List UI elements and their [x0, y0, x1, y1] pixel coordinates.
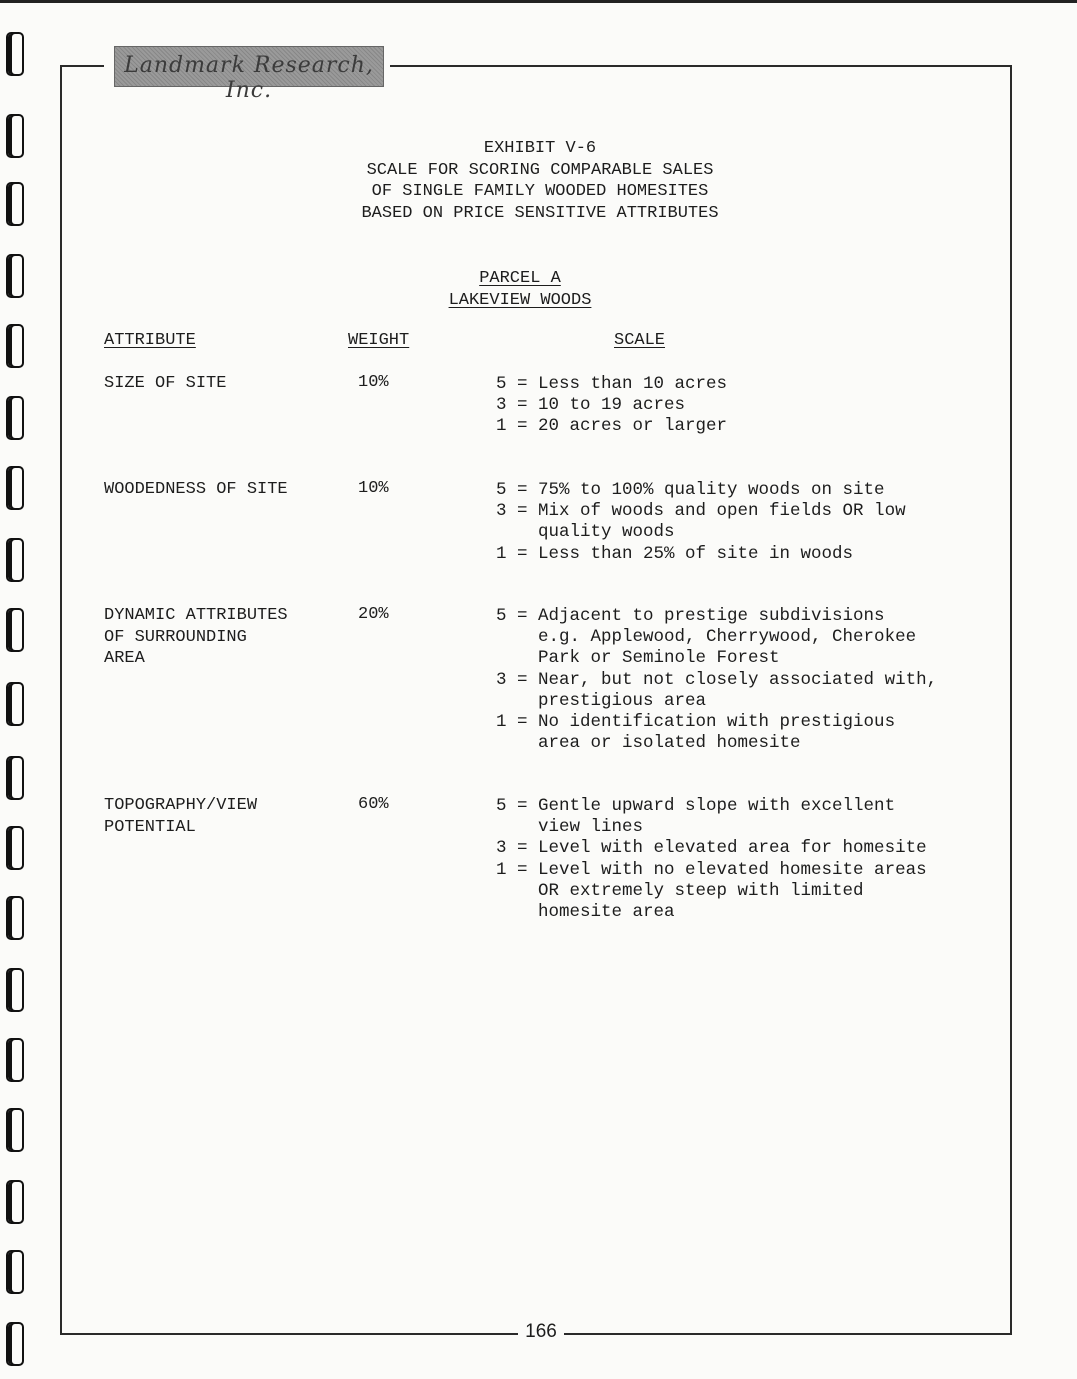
attribute-line: TOPOGRAPHY/VIEW: [104, 796, 258, 815]
company-logo: [114, 46, 384, 103]
binder-hole-icon: [6, 254, 24, 298]
scale-description: [496, 374, 966, 438]
binder-hole-icon: [6, 1108, 24, 1152]
attribute-line: SIZE OF SITE: [104, 374, 227, 393]
binder-hole-icon: [6, 826, 24, 870]
binder-hole-icon: [6, 682, 24, 726]
scale-line: 5 = 75% to 100% quality woods on site: [496, 480, 885, 500]
attribute-weight: 20%: [358, 605, 389, 624]
scale-line: e.g. Applewood, Cherrywood, Cherokee: [496, 627, 917, 648]
binder-hole-icon: [6, 1250, 24, 1294]
attribute-name: [104, 373, 334, 395]
scale-line: 3 = Mix of woods and open fields OR low: [496, 501, 906, 522]
attribute-line: DYNAMIC ATTRIBUTES: [104, 606, 288, 625]
scale-line: 3 = Level with elevated area for homesite: [496, 838, 927, 859]
scale-line: 5 = Less than 10 acres: [496, 374, 728, 394]
scale-line: OR extremely steep with limited: [496, 880, 864, 901]
scale-line: prestigious area: [496, 690, 707, 711]
scale-line: 1 = Less than 25% of site in woods: [496, 543, 854, 564]
binder-hole-icon: [6, 608, 24, 652]
binder-hole-icon: [6, 324, 24, 368]
exhibit-title-line: SCALE FOR SCORING COMPARABLE SALES: [366, 160, 714, 180]
scale-description: [496, 796, 966, 923]
attribute-line: WOODEDNESS OF SITE: [104, 480, 288, 499]
binder-hole-icon: [6, 396, 24, 440]
scale-line: 1 = Level with no elevated homesite areas: [496, 859, 927, 880]
binder-hole-icon: [6, 114, 24, 158]
scale-line: 3 = 10 to 19 acres: [496, 395, 686, 416]
binder-hole-icon: [6, 1322, 24, 1366]
binder-hole-icon: [6, 896, 24, 940]
exhibit-number: EXHIBIT V-6: [483, 139, 597, 158]
binder-hole-icon: [6, 968, 24, 1012]
scale-line: quality woods: [496, 522, 675, 543]
binder-hole-icon: [6, 32, 24, 76]
binder-hole-icon: [6, 538, 24, 582]
scale-line: homesite area: [496, 902, 675, 923]
attribute-weight: 10%: [358, 479, 389, 498]
column-header-weight: WEIGHT: [348, 331, 410, 350]
column-header-attribute: ATTRIBUTE: [104, 331, 196, 350]
attribute-line: AREA: [104, 649, 145, 668]
scale-description: [496, 480, 966, 565]
binder-hole-icon: [6, 1180, 24, 1224]
parcel-location: LAKEVIEW WOODS: [448, 291, 592, 310]
attribute-name: [104, 795, 334, 838]
attribute-line: POTENTIAL: [104, 817, 196, 837]
scale-description: [496, 606, 966, 754]
attribute-weight: 10%: [358, 373, 389, 392]
parcel-heading: [380, 268, 660, 312]
binder-hole-icon: [6, 182, 24, 226]
footer-rule-left: [60, 1333, 510, 1335]
exhibit-title-line: BASED ON PRICE SENSITIVE ATTRIBUTES: [361, 203, 719, 223]
column-header-scale: SCALE: [614, 331, 666, 350]
scale-line: area or isolated homesite: [496, 733, 801, 754]
binder-hole-icon: [6, 756, 24, 800]
scale-line: 3 = Near, but not closely associated with,: [496, 669, 938, 690]
binder-holes: [6, 32, 26, 1372]
company-logo-text: Landmark Research, Inc.: [124, 53, 374, 103]
attribute-name: [104, 605, 334, 670]
attribute-name: [104, 479, 334, 501]
scale-line: Park or Seminole Forest: [496, 648, 780, 669]
scale-line: 1 = No identification with prestigious: [496, 712, 896, 733]
exhibit-title-line: OF SINGLE FAMILY WOODED HOMESITES: [371, 182, 709, 201]
scale-line: 1 = 20 acres or larger: [496, 416, 728, 437]
scale-line: 5 = Gentle upward slope with excellent: [496, 796, 896, 816]
parcel-name: PARCEL A: [479, 269, 561, 288]
exhibit-heading: [280, 138, 800, 224]
binder-hole-icon: [6, 1038, 24, 1082]
scale-line: view lines: [496, 817, 644, 838]
footer-rule-right: [570, 1333, 1012, 1335]
attribute-weight: 60%: [358, 795, 389, 814]
attribute-line: OF SURROUNDING: [104, 627, 247, 647]
scale-line: 5 = Adjacent to prestige subdivisions: [496, 606, 885, 626]
page-number: 166: [518, 1321, 564, 1343]
top-edge-rule: [0, 0, 1077, 3]
binder-hole-icon: [6, 466, 24, 510]
